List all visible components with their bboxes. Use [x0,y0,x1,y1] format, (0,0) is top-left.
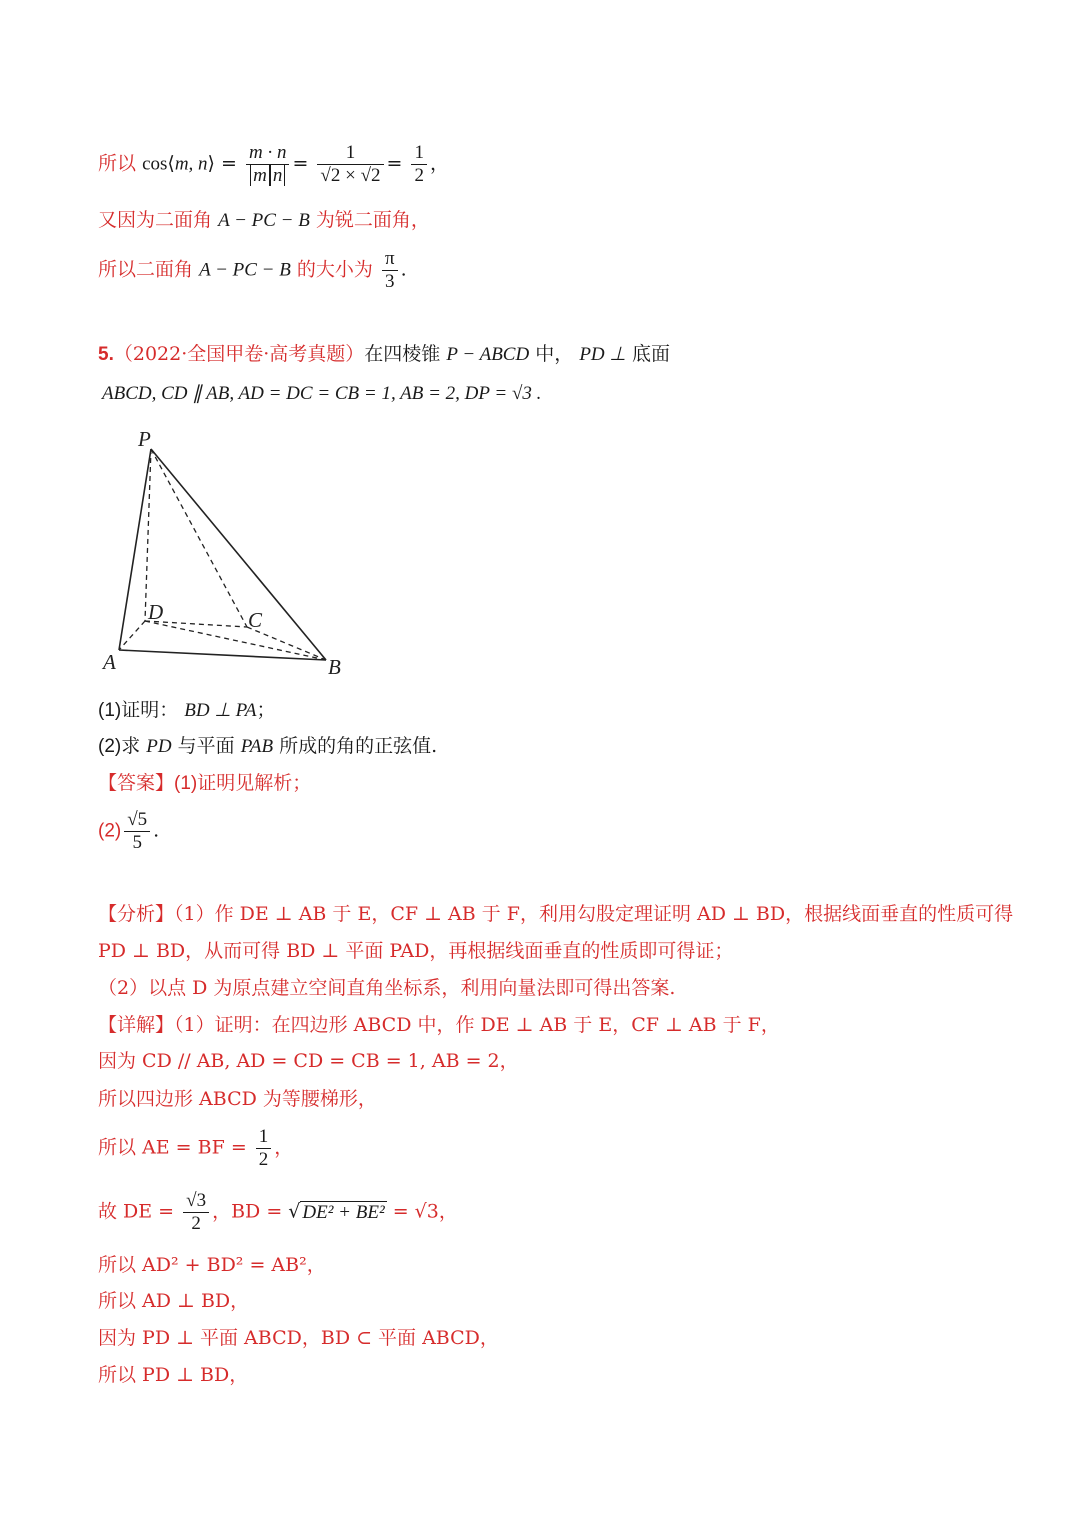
mn-vector: m, n [174,153,208,175]
fraction-mn [246,142,289,187]
problem-header [98,342,670,367]
answer-tag: 【答案】 [98,772,175,794]
q2-math-a: PD [146,736,172,757]
problem-source: （2022·全国甲卷·高考真题） [113,343,365,365]
q2-text-b: 与平面 [177,735,235,757]
analysis-line-3: （2）以点 D 为原点建立空间直角坐标系，利用向量法即可得出答案. [98,977,676,999]
q1-end: ； [256,699,276,721]
detail-line-1 [98,1013,780,1037]
label-B: B [328,655,341,679]
problem-math-a: P − ABCD [446,344,530,365]
answer-2-frac-num: √5 [124,809,150,832]
edge-PA [119,449,151,650]
prev-l3-text-b: 的大小为 [296,258,373,281]
fraction-sqrt-den: √2 × √2 [320,165,381,186]
answer-2-num: (2) [98,820,122,842]
fraction-pi-den: 3 [385,271,395,292]
detail-l5-num: √3 [183,1190,209,1213]
problem-number: 5. [98,344,114,365]
detail-l1: （1）证明：在四边形 ABCD 中，作 DE ⊥ AB 于 E，CF ⊥ AB 于 F， [174,1014,780,1036]
detail-l4-end: ， [274,1136,294,1159]
label-P: P [138,427,151,451]
prev-l3-end: . [400,258,407,281]
q2-math-b: PAB [240,736,274,757]
problem-text-c: 底面 [632,343,671,365]
analysis-line-1 [98,902,1013,926]
fraction-pi-num: π [382,248,398,271]
fraction-pi-3 [382,248,398,293]
problem-text-a: 在四棱锥 [364,343,441,365]
prev-l2-math: A − PC − B [218,210,310,231]
fraction-sqrt [317,142,383,187]
detail-line-4 [98,1126,293,1171]
fraction-mn-num: m · n [246,142,289,165]
prev-l1-prefix: 所以 [98,152,137,175]
q2-text-c: 所成的角的正弦值. [279,735,438,757]
detail-tag: 【详解】 [98,1014,175,1036]
edge-PD [145,449,151,621]
q1-text: 证明： [121,699,179,721]
q1-num: (1) [98,700,122,721]
detail-l5-fraction [183,1190,209,1235]
fraction-half [411,142,427,187]
edge-AB [119,650,326,660]
label-A: A [103,650,116,674]
answer-2-end: . [153,819,160,842]
q1-math: BD ⊥ PA [184,700,257,721]
answer-line-2 [98,809,159,854]
question-1 [98,698,275,723]
answer-2-frac-den: 5 [132,832,142,853]
edge-PC [151,449,247,627]
detail-l5-den: 2 [191,1213,201,1234]
prev-line-3 [98,248,407,293]
fraction-half-num: 1 [411,142,427,165]
analysis-l1: （1）作 DE ⊥ AB 于 E，CF ⊥ AB 于 F，利用勾股定理证明 AD ⊥ BD，根据线面垂直的性质可得 [174,903,1014,925]
fraction-half-den: 2 [414,165,424,186]
detail-line-2: 因为 CD // AB, AD = CD = CB = 1, AB = 2， [98,1050,519,1072]
detail-l5-sqrt: DE² + BE² [302,1201,385,1223]
fraction-sqrt-num: 1 [317,142,383,165]
detail-l4-num: 1 [256,1126,272,1149]
problem-math-b: PD ⊥ [579,344,626,365]
label-C: C [248,608,263,632]
detail-l4-text: 所以 AE = BF = [98,1136,247,1159]
analysis-line-2: PD ⊥ BD，从而可得 BD ⊥ 平面 PAD，再根据线面垂直的性质即可得证； [98,940,734,962]
label-D: D [148,600,164,624]
prev-l3-math: A − PC − B [199,259,291,281]
detail-line-7: 所以 AD ⊥ BD， [98,1290,250,1312]
problem-conditions: ABCD, CD ∥ AB, AD = DC = CB = 1, AB = 2, DP = √3 . [102,383,542,404]
answer-2-fraction [124,809,150,854]
problem-text-b: 中， [535,343,574,365]
detail-line-3: 所以四边形 ABCD 为等腰梯形， [98,1088,377,1110]
prev-l2-text-a: 又因为二面角 [98,209,213,231]
detail-l5-text-b: ，BD = [212,1200,283,1223]
pyramid-figure [100,424,360,684]
prev-l2-text-b: 为锐二面角， [315,209,430,231]
abs-m: m [250,165,270,186]
prev-line-1: 所以 cos⟨m, n⟩ = $\frac{m \cdot n}{\text{m n}}$ = $\frac{1}{√2 \times √2}$ = $\frac{1}{2}$ ， [98,142,449,186]
detail-l5-text-a: 故 DE = [98,1200,175,1223]
analysis-tag: 【分析】 [98,903,175,925]
q2-text-a: 求 [121,735,141,757]
prev-l3-text-a: 所以二面角 [98,258,194,281]
detail-l4-fraction [256,1126,272,1171]
abs-n: n [270,165,286,186]
detail-line-5: 故 DE = $\frac{√3}{2}$ ，BD = √ DE² + BE² = √3， [98,1190,458,1234]
q2-num: (2) [98,736,122,757]
answer-1: (1)证明见解析； [174,773,312,794]
detail-l5-text-c: = √3， [392,1200,458,1223]
detail-line-9: 所以 PD ⊥ BD， [98,1364,249,1386]
detail-line-8: 因为 PD ⊥ 平面 ABCD，BD ⊂ 平面 ABCD， [98,1327,499,1349]
edge-PB [151,449,326,660]
prev-l1-end: ， [429,152,449,175]
question-2 [98,734,437,759]
detail-line-6: 所以 AD² + BD² = AB²， [98,1254,326,1276]
answer-line-1 [98,771,311,796]
prev-line-2 [98,208,430,233]
cos-label: cos [142,153,168,175]
detail-l4-den: 2 [258,1149,269,1170]
